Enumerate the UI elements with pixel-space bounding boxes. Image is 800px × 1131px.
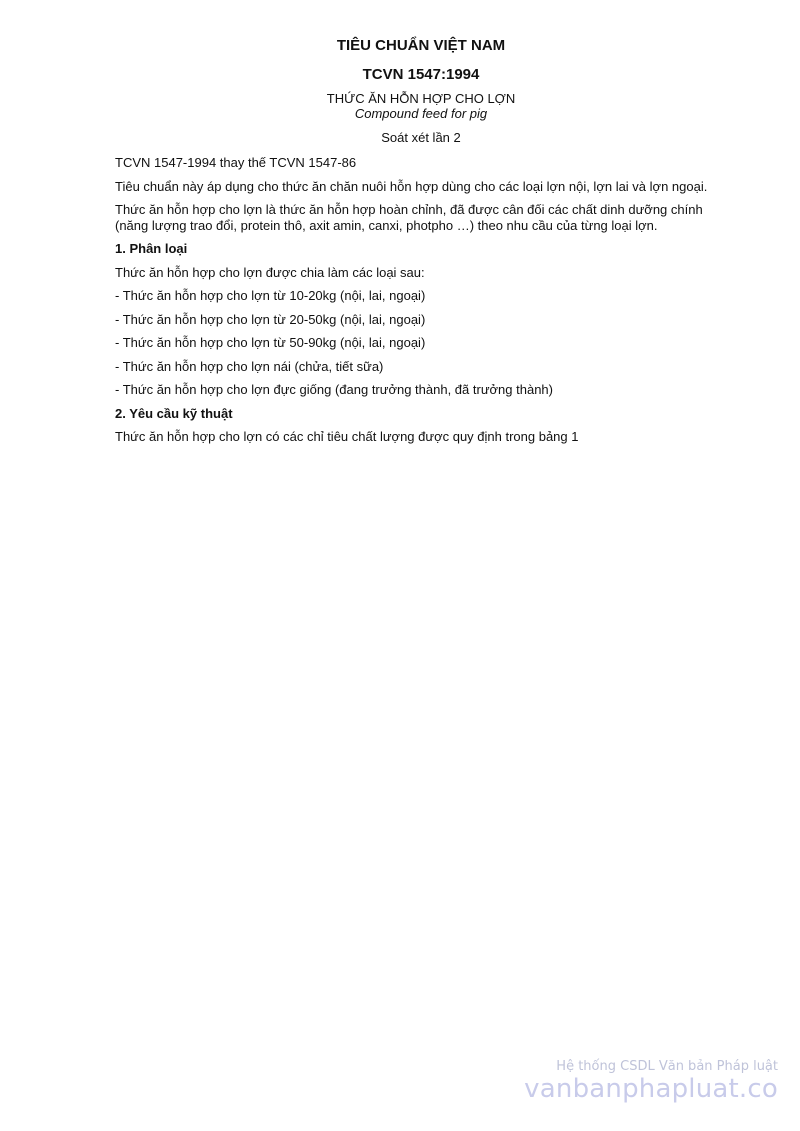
subtitle-english: Compound feed for pig <box>354 106 488 121</box>
revision-note: Soát xét lần 2 <box>381 130 461 145</box>
standard-code: TCVN 1547:1994 <box>362 66 480 83</box>
section-2-text: Thức ăn hỗn hợp cho lợn có các chỉ tiêu chất lượng được quy định trong bảng 1 <box>115 429 579 444</box>
watermark-line-1: Hệ thống CSDL Văn bản Pháp luật <box>556 1059 778 1074</box>
document-page <box>115 36 727 453</box>
list-item: - Thức ăn hỗn hợp cho lợn đực giống (đang trưởng thành, đã trưởng thành) <box>115 382 553 397</box>
list-item: - Thức ăn hỗn hợp cho lợn từ 10-20kg (nội, lai, ngoại) <box>115 288 426 303</box>
section-2-heading: 2. Yêu cầu kỹ thuật <box>115 405 233 421</box>
replaces-note: TCVN 1547-1994 thay thế TCVN 1547-86 <box>115 155 357 170</box>
list-item: - Thức ăn hỗn hợp cho lợn từ 20-50kg (nội, lai, ngoại) <box>115 311 426 327</box>
list-item: - Thức ăn hỗn hợp cho lợn nái (chửa, tiết sữa) <box>115 358 384 374</box>
list-item: - Thức ăn hỗn hợp cho lợn từ 50-90kg (nội, lai, ngoại) <box>115 335 426 350</box>
document-title: TIÊU CHUẨN VIỆT NAM <box>336 37 506 54</box>
watermark-site-link[interactable]: vanbanphapluat.co <box>524 1074 778 1104</box>
watermark <box>524 1059 778 1103</box>
section-1-heading: 1. Phân loại <box>115 241 188 256</box>
definition-paragraph: Thức ăn hỗn hợp cho lợn là thức ăn hỗn hợp hoàn chỉnh, đã được cân đối các chất dinh dưỡng chính (năng lượng trao đổi, protein thô, axit amin, canxi, photpho …) theo nhu cầu của từng loại lợn. <box>115 202 703 233</box>
subtitle-vietnamese: THỨC ĂN HỖN HỢP CHO LỢN <box>326 91 516 106</box>
section-1-intro: Thức ăn hỗn hợp cho lợn được chia làm các loại sau: <box>115 264 425 280</box>
scope-paragraph: Tiêu chuẩn này áp dụng cho thức ăn chăn nuôi hỗn hợp dùng cho các loại lợn nội, lợn lai và lợn ngoại. <box>115 178 708 194</box>
